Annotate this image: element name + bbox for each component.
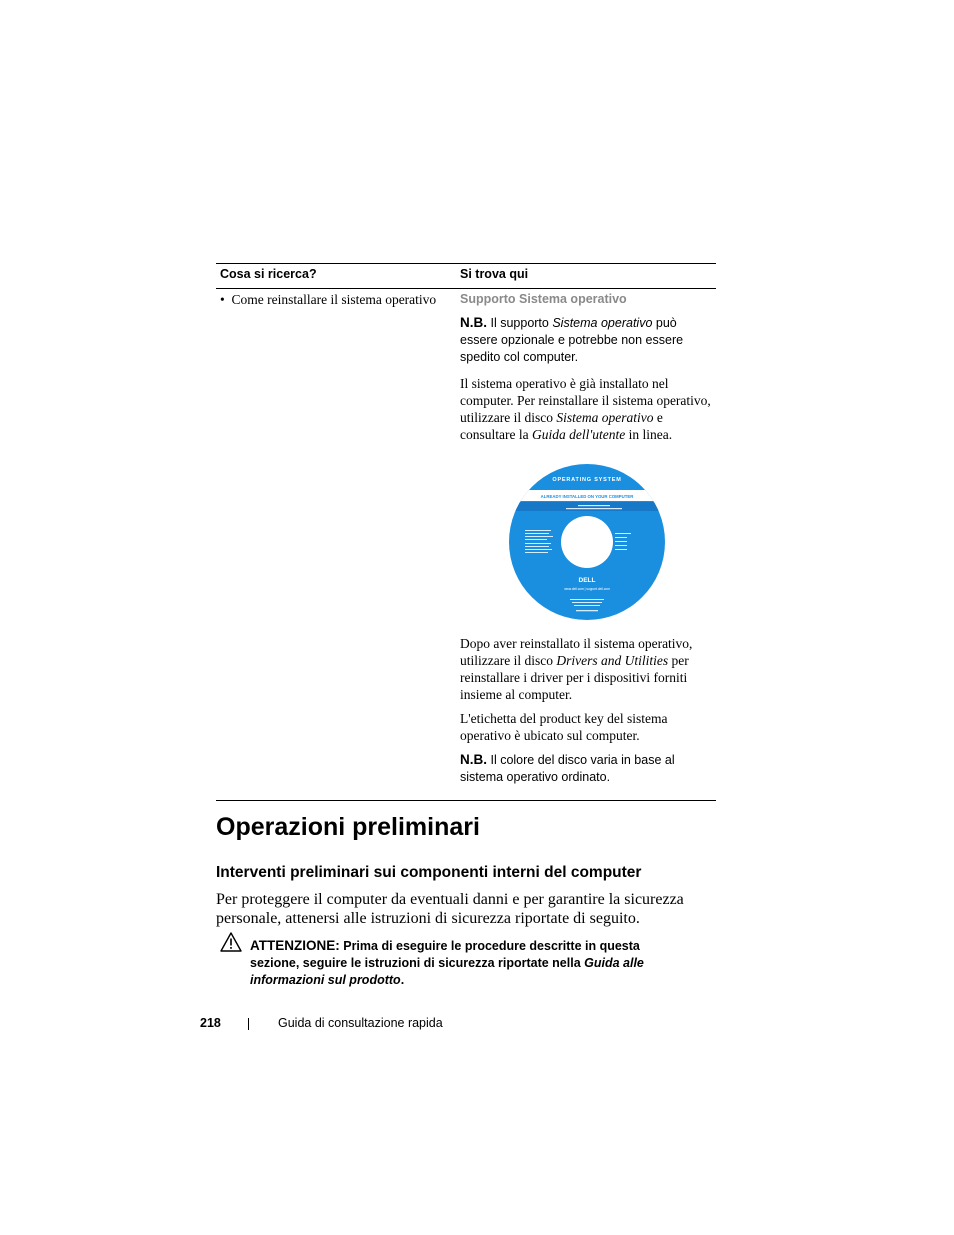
bullet-icon: • bbox=[220, 292, 232, 307]
note-1-pre: Il supporto bbox=[490, 316, 549, 330]
table-cell-location bbox=[460, 292, 714, 795]
note-2-text: Il colore del disco varia in base al sistema operativo ordinato. bbox=[460, 753, 675, 784]
table-bottom-rule bbox=[216, 800, 716, 801]
p1-em-1: Sistema operativo bbox=[556, 410, 654, 425]
p1-em-2: Guida dell'utente bbox=[531, 427, 626, 442]
subsection-heading: Interventi preliminari sui componenti interni del computer bbox=[216, 864, 642, 881]
note-2 bbox=[460, 751, 714, 786]
footer-title: Guida di consultazione rapida bbox=[278, 1016, 443, 1030]
p2-text-a: Dopo aver reinstallato il sistema operativo, utilizzare il disco bbox=[460, 636, 693, 668]
cd-brand: DELL bbox=[578, 577, 596, 584]
page-number: 218 bbox=[200, 1016, 221, 1030]
p1-text-a: Il sistema operativo è già installato nel computer. Per reinstallare il sistema operativo, utilizzare il disco bbox=[460, 376, 711, 425]
cd-top-label: OPERATING SYSTEM bbox=[552, 477, 622, 483]
warning-body: Prima di eseguire le procedure descritte in questa sezione, seguire le istruzioni di sicurezza riportate nella bbox=[250, 939, 640, 970]
media-title: Supporto Sistema operativo bbox=[460, 292, 627, 306]
paragraph-2 bbox=[460, 635, 714, 703]
col2-header: Si trova qui bbox=[460, 267, 529, 281]
cd-url: www.dell.com | support.dell.com bbox=[564, 587, 610, 591]
table-row-item bbox=[220, 292, 436, 308]
paragraph-3: L'etichetta del product key del sistema operativo è ubicato sul computer. bbox=[460, 711, 668, 743]
table-top-rule bbox=[216, 263, 716, 264]
note-1-post: può essere opzionale e potrebbe non essere spedito col computer. bbox=[460, 316, 684, 364]
cd-image-container bbox=[460, 463, 714, 621]
cd-center-hole bbox=[561, 516, 613, 568]
warning-text bbox=[250, 937, 690, 989]
p1-text-b: e consultare la bbox=[460, 410, 663, 442]
row-item-text: Come reinstallare il sistema operativo bbox=[231, 292, 437, 307]
warning-em: Guida alle informazioni sul prodotto bbox=[250, 956, 644, 987]
note-1-em: Sistema operativo bbox=[552, 316, 653, 330]
p1-text-c: in linea. bbox=[628, 427, 673, 442]
warning-label: ATTENZIONE: bbox=[250, 938, 340, 953]
cd-band-label: ALREADY INSTALLED ON YOUR COMPUTER bbox=[540, 494, 634, 499]
paragraph-1 bbox=[460, 375, 714, 443]
col1-header: Cosa si ricerca? bbox=[220, 267, 317, 281]
p2-em: Drivers and Utilities bbox=[556, 653, 669, 668]
p2-text-b: per reinstallare i driver per i dispositivi forniti insieme al computer. bbox=[460, 653, 689, 702]
warning-end: . bbox=[400, 973, 405, 987]
note-1 bbox=[460, 314, 714, 366]
table-header-rule bbox=[216, 288, 716, 289]
note-2-label: N.B. bbox=[460, 752, 487, 767]
warning-triangle-icon bbox=[220, 932, 242, 952]
footer-separator bbox=[248, 1018, 249, 1030]
intro-paragraph: Per proteggere il computer da eventuali danni e per garantire la sicurezza personale, attenersi alle istruzioni di sicurezza riportate di seguito. bbox=[216, 891, 684, 927]
note-1-label: N.B. bbox=[460, 315, 487, 330]
cd-disc-image bbox=[508, 463, 666, 621]
section-heading: Operazioni preliminari bbox=[216, 813, 480, 841]
